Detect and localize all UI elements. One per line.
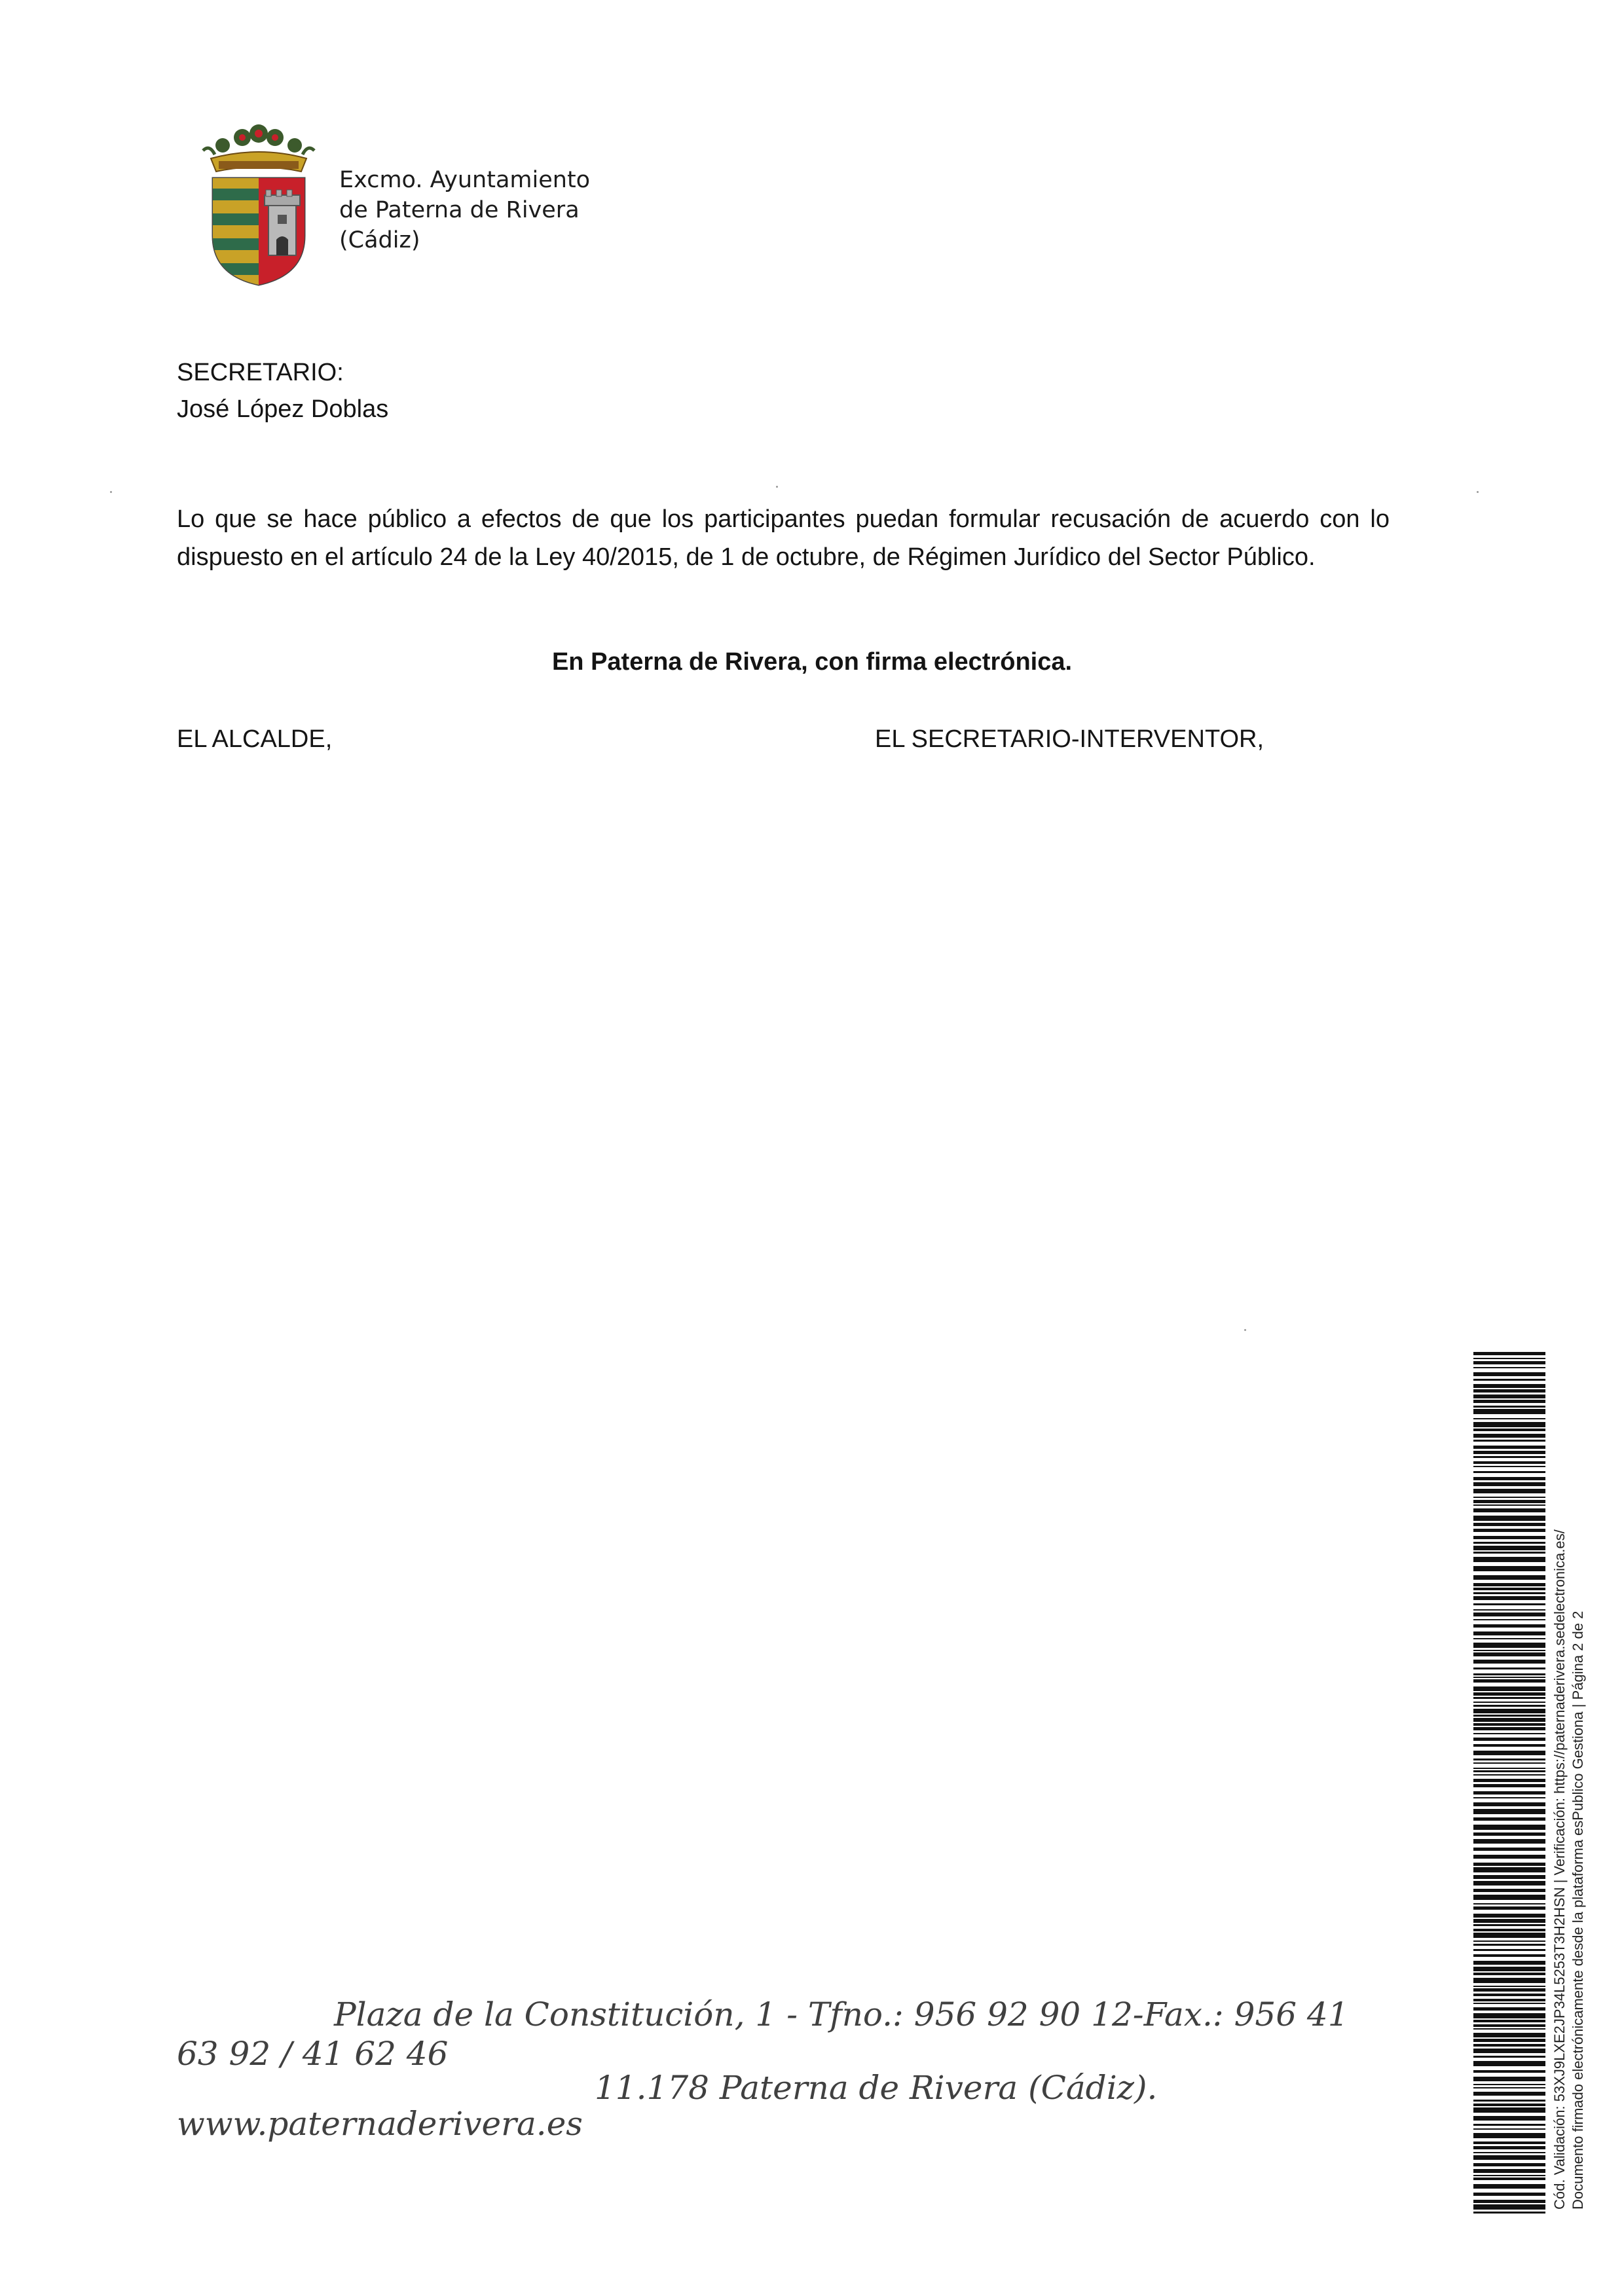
barcode-bar [1473,1817,1545,1821]
barcode-bar [1473,1889,1545,1892]
secretario-label: SECRETARIO: [177,359,344,386]
barcode-bar [1473,1686,1545,1691]
barcode-bar [1473,1372,1545,1376]
barcode-bar [1473,1466,1545,1467]
barcode-bar [1473,1881,1545,1886]
barcode-bar [1473,2056,1545,2058]
barcode-bar [1473,2049,1545,2053]
secretario-name: José López Doblas [177,395,389,423]
barcode-bar [1473,1422,1545,1427]
barcode-bar [1473,1660,1545,1664]
barcode-bar [1473,1988,1545,1992]
barcode-bar [1473,1954,1545,1957]
barcode-bar [1473,1919,1545,1923]
barcode-bar [1473,1715,1545,1717]
barcode-bar [1473,2028,1545,2030]
barcode-bar [1473,1809,1545,1814]
barcode-bar [1473,1603,1545,1605]
barcode-bar [1473,1434,1545,1438]
barcode-bar [1473,2107,1545,2113]
barcode-bar [1473,2116,1545,2121]
barcode-bar [1473,1566,1545,1571]
barcode-bar [1473,1848,1545,1851]
footer-city: 11.178 Paterna de Rivera (Cádiz). [595,2069,1158,2107]
scan-speck [1244,1329,1246,1331]
barcode-bar [1473,2128,1545,2130]
barcode-bar [1473,1650,1545,1651]
barcode-bar [1473,1609,1545,1611]
barcode-bar [1473,1379,1545,1381]
barcode-bar [1473,1733,1545,1734]
barcode-bar [1473,1903,1545,1904]
barcode-bar [1473,2163,1545,2166]
barcode-bar [1473,2007,1545,2011]
barcode-bar [1473,2100,1545,2102]
scan-speck [776,486,778,488]
barcode-bar [1473,1592,1545,1594]
barcode-bar [1473,1973,1545,1975]
footer-address-line-2: 63 92 / 41 62 46 [177,2035,449,2073]
barcode-bar [1473,1768,1545,1769]
barcode-bar [1473,1751,1545,1755]
barcode-bar [1473,1832,1545,1836]
barcode-bar [1473,1497,1545,1498]
barcode-bar [1473,1702,1545,1703]
barcode-bar [1473,1797,1545,1798]
barcode-bar [1473,1679,1545,1683]
barcode-bar [1473,1575,1545,1580]
barcode-bar [1473,1482,1545,1486]
barcode-bar [1473,1738,1545,1741]
barcode-bar [1473,2200,1545,2203]
barcode-bar [1473,1471,1545,1473]
barcode-bar [1473,1895,1545,1900]
barcode-bar [1473,1583,1545,1586]
signature-place: En Paterna de Rivera, con firma electrónica. [551,648,1073,676]
barcode-bar [1473,2084,1545,2085]
barcode-bar [1473,2077,1545,2081]
header-line-3: (Cádiz) [339,227,420,253]
barcode-bar [1473,2155,1545,2160]
barcode-bar [1473,2020,1545,2022]
barcode-bar [1473,1652,1545,1656]
barcode-bar [1473,1723,1545,1726]
barcode-bar [1473,1802,1545,1806]
barcode-bar [1473,1588,1545,1590]
barcode-bar [1473,1914,1545,1918]
footer-address-line-1: Plaza de la Constitución, 1 - Tfno.: 956 92 90 12-Fax.: 956 41 [334,1995,1349,2033]
barcode-bar [1473,1944,1545,1946]
barcode-bar [1473,2204,1545,2210]
barcode-bar [1473,1418,1545,1419]
barcode-bar [1473,2013,1545,2018]
barcode-bar [1473,2044,1545,2047]
scan-speck [1477,491,1479,493]
barcode-bar [1473,1352,1545,1355]
barcode-bar [1473,2024,1545,2027]
barcode-bar [1473,1643,1545,1648]
barcode-bar [1473,1839,1545,1844]
validation-text [1551,1398,1603,2210]
barcode-bar [1473,2104,1545,2106]
header-line-2: de Paterna de Rivera [339,197,580,223]
barcode-bar [1473,2178,1545,2180]
barcode-bar [1473,1389,1545,1393]
tower-icon [265,190,300,255]
barcode-bar [1473,1394,1545,1398]
barcode-bar [1473,1791,1545,1795]
barcode-bar [1473,1500,1545,1503]
barcode-bar [1473,1523,1545,1526]
barcode-bar [1473,2133,1545,2138]
municipality-header [339,165,590,255]
barcode-bar [1473,1994,1545,1996]
barcode-bar [1473,2003,1545,2004]
barcode-bar [1473,1367,1545,1368]
barcode-bar [1473,2146,1545,2149]
barcode-bar [1473,1906,1545,1910]
barcode-bar [1473,1718,1545,1722]
signatory-alcalde: EL ALCALDE, [177,725,333,753]
barcode-bar [1473,1613,1545,1616]
barcode-bar [1473,1429,1545,1431]
signatory-secretario-interventor: EL SECRETARIO-INTERVENTOR, [875,725,1264,753]
barcode-bar [1473,1697,1545,1699]
barcode-bar [1473,1867,1545,1872]
barcode-bar [1473,1624,1545,1628]
barcode-bar [1473,1446,1545,1449]
barcode-bar [1473,1779,1545,1782]
barcode-bar [1473,2070,1545,2073]
barcode-bar [1473,2061,1545,2066]
barcode-bar [1473,1758,1545,1760]
header-line-1: Excmo. Ayuntamiento [339,167,591,193]
barcode-bar [1473,1875,1545,1879]
validation-barcode [1473,1352,1545,2216]
barcode-bar [1473,2039,1545,2042]
barcode-bar [1473,1863,1545,1866]
barcode-bar [1473,1638,1545,1639]
barcode-bar [1473,1744,1545,1747]
barcode-bar [1473,1924,1545,1926]
barcode-bar [1473,2184,1545,2189]
barcode-bar [1473,1400,1545,1403]
barcode-bar [1473,1516,1545,1521]
barcode-bar [1473,1727,1545,1730]
barcode-bar [1473,2193,1545,2196]
barcode-bar [1473,1825,1545,1830]
barcode-bar [1473,1619,1545,1620]
barcode-bar [1473,1929,1545,1931]
barcode-bar [1473,1361,1545,1364]
barcode-bar [1473,1999,1545,2001]
coat-of-arms-logo [196,118,321,288]
barcode-bar [1473,1692,1545,1696]
barcode-bar [1473,2169,1545,2173]
barcode-bar [1473,1536,1545,1539]
barcode-bar [1473,1673,1545,1675]
barcode-bar [1473,1978,1545,1983]
barcode-bar [1473,2141,1545,2144]
barcode-bar [1473,2212,1545,2214]
barcode-bar [1473,1557,1545,1562]
validation-line-1: Cód. Validación: 53XJ9LXE2JP34L5253T3H2HSN | Verificación: https://paternaderivera.sedelectronica.es/ [1551,1529,1568,2210]
barcode-bar [1473,2033,1545,2037]
barcode-bar [1473,2124,1545,2126]
barcode-bar [1473,1409,1545,1414]
scan-speck [110,491,112,493]
barcode-bar [1473,1504,1545,1506]
barcode-bar [1473,1709,1545,1713]
barcode-bar [1473,1596,1545,1600]
barcode-bar [1473,1677,1545,1678]
barcode-bar [1473,2087,1545,2088]
barcode-bar [1473,2175,1545,2176]
barcode-bar [1473,2092,1545,2096]
barcode-bar [1473,1451,1545,1454]
barcode-bar [1473,1631,1545,1635]
barcode-bar [1473,1784,1545,1787]
barcode-bar [1473,1552,1545,1554]
barcode-bar [1473,1542,1545,1544]
footer-website: www.paternaderivera.es [177,2105,583,2143]
barcode-bar [1473,1358,1545,1359]
barcode-bar [1473,1933,1545,1938]
barcode-bar [1473,1855,1545,1859]
barcode-bar [1473,1477,1545,1480]
validation-line-2: Documento firmado electrónicamente desde la plataforma esPublico Gestiona | Página 2 de 2 [1570,1611,1586,2210]
barcode-bar [1473,1667,1545,1669]
barcode-bar [1473,1508,1545,1512]
barcode-bar [1473,1986,1545,1987]
body-paragraph: Lo que se hace público a efectos de que los participantes puedan formular recusación de acuerdo con lo dispuesto en el artículo 24 de la Ley 40/2015, de 1 de octubre, de Régimen Jurídico del Sector Público. [177,505,1390,571]
barcode-bar [1473,2152,1545,2153]
shield-icon [213,178,304,288]
barcode-bar [1473,1949,1545,1951]
barcode-bar [1473,1546,1545,1550]
barcode-bar [1473,1774,1545,1776]
barcode-bar [1473,1967,1545,1971]
barcode-bar [1473,1440,1545,1442]
barcode-bar [1473,1705,1545,1707]
crown-icon [203,124,314,172]
barcode-bar [1473,1762,1545,1764]
barcode-bar [1473,1489,1545,1493]
barcode-bar [1473,1456,1545,1458]
barcode-bar [1473,1461,1545,1464]
barcode-bar [1473,1384,1545,1388]
barcode-bar [1473,1770,1545,1772]
barcode-bar [1473,1529,1545,1532]
barcode-bar [1473,1406,1545,1408]
barcode-bar [1473,1961,1545,1965]
barcode-bar [1473,1941,1545,1942]
